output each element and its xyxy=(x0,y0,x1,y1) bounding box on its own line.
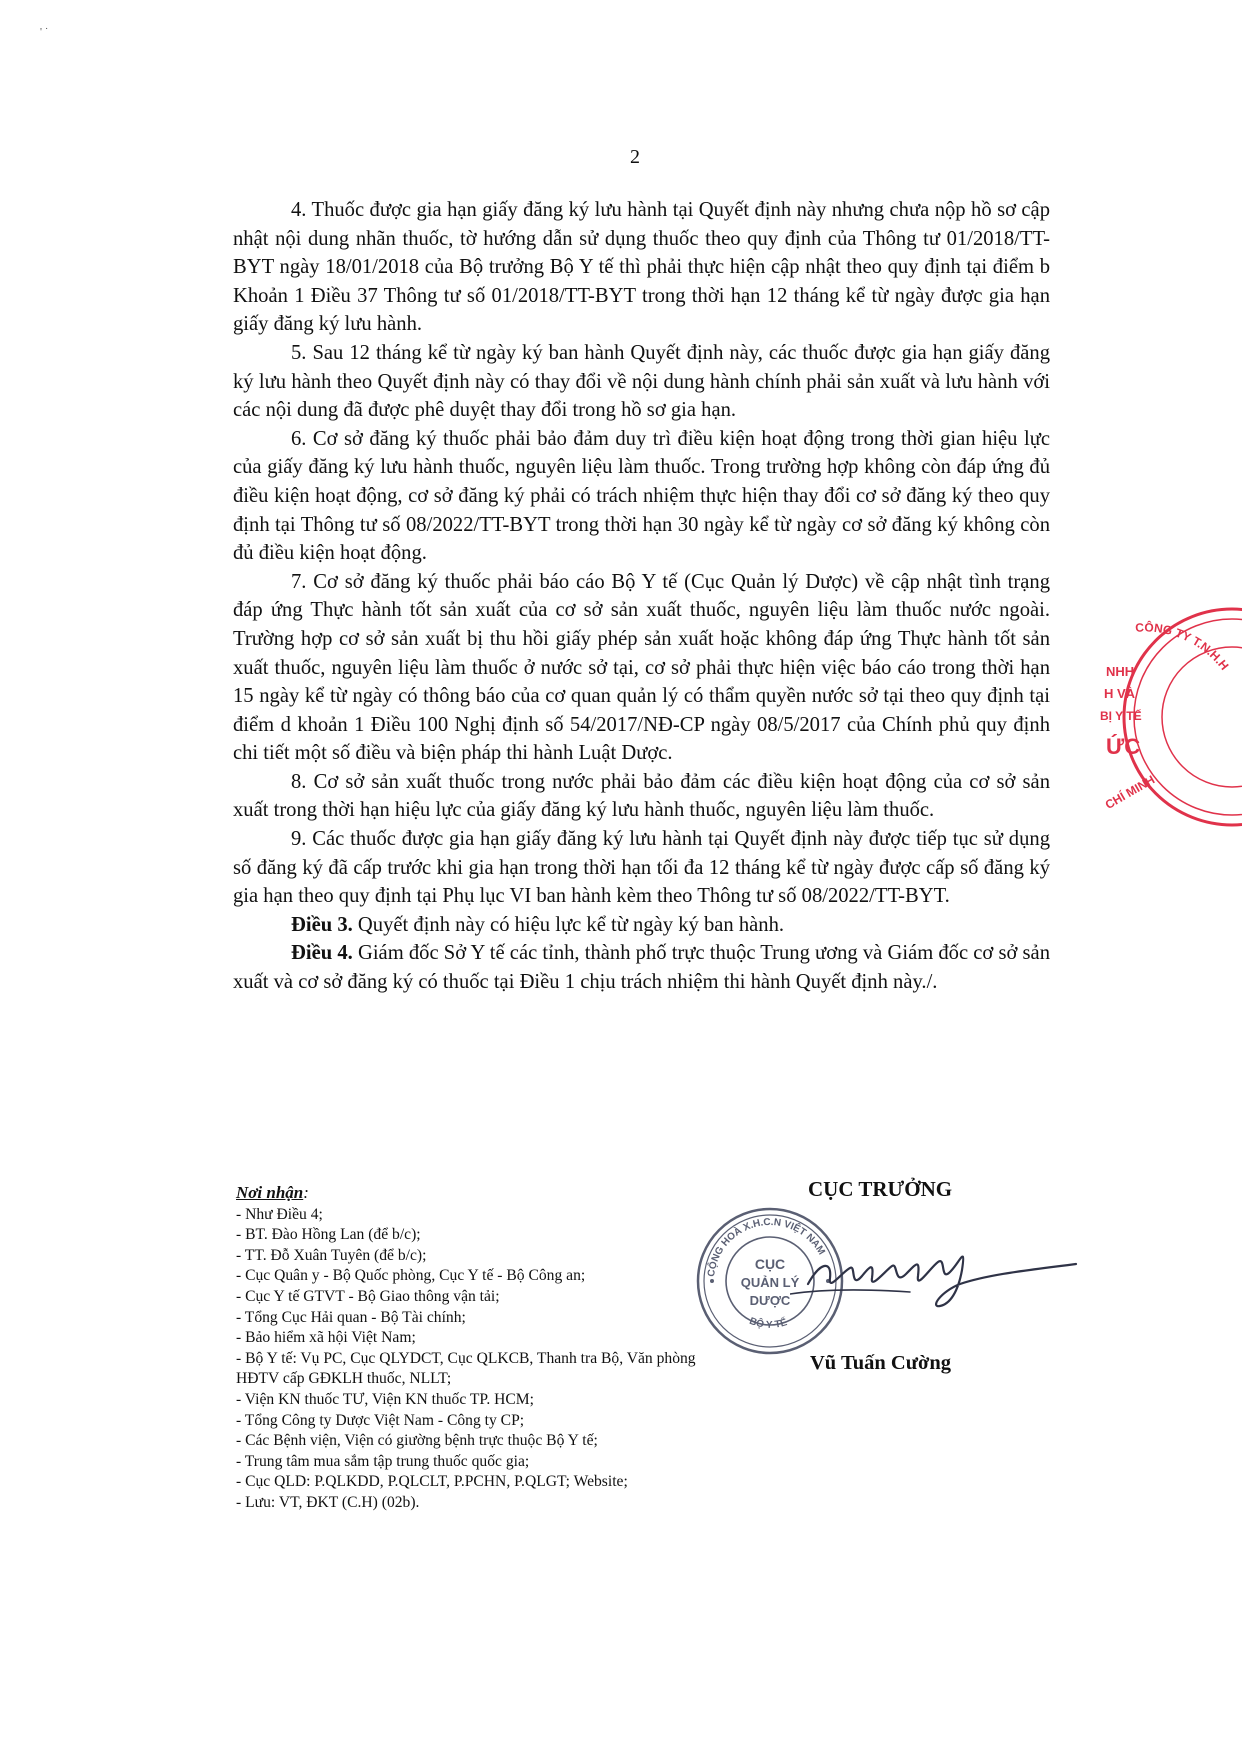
seal-center-line-1: CỤC xyxy=(754,1256,786,1272)
company-stamp xyxy=(1100,606,1242,828)
recipient-item: - BT. Đào Hồng Lan (để b/c); xyxy=(236,1226,421,1244)
document-body xyxy=(233,196,1050,997)
signer-name: Vũ Tuấn Cường xyxy=(810,1352,952,1374)
red-stamp-line-2: H VÀ xyxy=(1104,686,1136,701)
red-stamp-ring-path: CÔNG TY T.N.H.H xyxy=(1134,620,1232,673)
seal-center-line-3: DƯỢC xyxy=(749,1293,791,1308)
article-4-text: Giám đốc Sở Y tế các tỉnh, thành phố trực thuộc Trung ương và Giám đốc cơ sở sản xuất và cơ sở đăng ký có thuốc tại Điều 1 chịu trách nhiệm thi hành Quyết định này./. xyxy=(233,942,1050,994)
article-4 xyxy=(233,939,1050,996)
seal-bottom-path: BỘ Y TẾ xyxy=(747,1315,789,1331)
signer-title: CỤC TRƯỞNG xyxy=(808,1177,953,1201)
paragraph-item-6: 6. Cơ sở đăng ký thuốc phải bảo đảm duy trì điều kiện hoạt động trong thời gian hiệu lực của giấy đăng ký lưu hành thuốc, nguyên liệu làm thuốc. Trong trường hợp không còn đáp ứng đủ điều kiện hoạt động, cơ sở đăng ký phải có trách nhiệm thực hiện thay đổi cơ sở đăng ký theo quy định tại Thông tư số 08/2022/TT-BYT trong thời hạn 30 ngày kể từ ngày cơ sở đăng ký không còn đủ điều kiện hoạt động. xyxy=(233,427,1050,565)
red-stamp-line-5: CHÍ MINH xyxy=(1102,772,1158,812)
seal-center-line-2: QUẢN LÝ xyxy=(740,1275,800,1290)
paragraph-item-8: 8. Cơ sở sản xuất thuốc trong nước phải bảo đảm các điều kiện hoạt động của cơ sở sản xuất trong thời hạn hiệu lực của giấy đăng ký lưu hành thuốc, nguyên liệu làm thuốc. xyxy=(233,770,1050,822)
recipient-item: - Cục Quân y - Bộ Quốc phòng, Cục Y tế - Bộ Công an; xyxy=(236,1267,586,1285)
article-3-heading: Điều 3. xyxy=(291,913,353,936)
article-3-text: Quyết định này có hiệu lực kể từ ngày ký ban hành. xyxy=(352,913,785,936)
recipients-title: Nơi nhận xyxy=(236,1183,304,1202)
recipient-item: - Như Điều 4; xyxy=(236,1205,323,1223)
recipient-item: - Trung tâm mua sắm tập trung thuốc quốc gia; xyxy=(236,1452,530,1470)
red-stamp-line-1: NHH xyxy=(1106,664,1135,679)
recipients-block xyxy=(236,1183,716,1514)
paragraph-item-4: 4. Thuốc được gia hạn giấy đăng ký lưu hành tại Quyết định này nhưng chưa nộp hồ sơ cập nhật nội dung nhãn thuốc, tờ hướng dẫn sử dụng thuốc theo quy định của Thông tư 01/2018/TT-BYT ngày 18/01/2018 của Bộ trưởng Bộ Y tế thì phải thực hiện cập nhật theo quy định tại điểm b Khoản 1 Điều 37 Thông tư số 01/2018/TT-BYT trong thời hạn 12 tháng kể từ ngày được gia hạn giấy đăng ký lưu hành. xyxy=(233,199,1050,336)
paragraph-item-9: 9. Các thuốc được gia hạn giấy đăng ký lưu hành tại Quyết định này được tiếp tục sử dụng số đăng ký đã cấp trước khi gia hạn trong thời hạn tối đa 12 tháng kể từ ngày được cấp số đăng ký gia hạn theo quy định tại Phụ lục VI ban hành kèm theo Thông tư số 08/2022/TT-BYT. xyxy=(233,828,1050,908)
paragraph-item-7: 7. Cơ sở đăng ký thuốc phải báo cáo Bộ Y tế (Cục Quản lý Dược) về cập nhật tình trạng đáp ứng Thực hành tốt sản xuất của cơ sở sản xuất thuốc, nguyên liệu làm thuốc nước ngoài. Trường hợp cơ sở sản xuất bị thu hồi giấy phép sản xuất hoặc không đáp ứng Thực hành tốt sản xuất thuốc, nguyên liệu làm thuốc ở nước sở tại, cơ sở phải thực hiện việc báo cáo trong thời hạn 15 ngày kể từ ngày có thông báo của cơ quan quản lý có thẩm quyền nước sở tại theo quy định tại điểm d khoản 1 Điều 100 Nghị định số 54/2017/NĐ-CP ngày 08/5/2017 của Chính phủ quy định chi tiết một số điều và biện pháp thi hành Luật Dược. xyxy=(233,570,1050,765)
recipient-item: - Cục Y tế GTVT - Bộ Giao thông vận tải; xyxy=(236,1287,500,1305)
recipient-item: - Tổng Cục Hải quan - Bộ Tài chính; xyxy=(236,1308,466,1326)
seal-ring-path: CỘNG HOÀ X.H.C.N VIỆT NAM xyxy=(706,1216,827,1278)
recipient-item: - Bộ Y tế: Vụ PC, Cục QLYDCT, Cục QLKCB, Thanh tra Bộ, Văn phòng HĐTV cấp GĐKLH thuốc, NLLT; xyxy=(236,1349,696,1388)
recipient-item: - Viện KN thuốc TƯ, Viện KN thuốc TP. HCM; xyxy=(236,1390,534,1408)
recipient-item: - Tổng Công ty Dược Việt Nam - Công ty CP; xyxy=(236,1411,525,1429)
red-stamp-line-4: ỨC xyxy=(1106,734,1141,759)
red-stamp-line-3: BỊ Y TẾ xyxy=(1100,709,1142,723)
page-number: 2 xyxy=(630,146,640,168)
seal-bottom-text xyxy=(748,1315,789,1331)
article-3 xyxy=(233,911,1050,940)
recipient-item: - Bảo hiểm xã hội Việt Nam; xyxy=(236,1329,416,1347)
recipient-item: - Cục QLD: P.QLKDD, P.QLCLT, P.PCHN, P.QLGT; Website; xyxy=(236,1473,628,1491)
recipient-item: - TT. Đỗ Xuân Tuyên (để b/c); xyxy=(236,1246,427,1264)
recipient-item: - Các Bệnh viện, Viện có giường bệnh trực thuộc Bộ Y tế; xyxy=(236,1432,598,1450)
scan-marks: ' ˙ xyxy=(40,26,49,38)
recipients-heading xyxy=(236,1183,716,1205)
recipient-item: - Lưu: VT, ĐKT (C.H) (02b). xyxy=(236,1493,420,1511)
paragraph-item-5: 5. Sau 12 tháng kể từ ngày ký ban hành Quyết định này, các thuốc được gia hạn giấy đăng ký lưu hành theo Quyết định này có thay đổi về nội dung hành chính phải sản xuất và lưu hành với các nội dung đã được phê duyệt thay đổi trong hồ sơ gia hạn. xyxy=(233,341,1050,422)
handwritten-signature xyxy=(790,1232,1080,1312)
article-4-heading: Điều 4. xyxy=(291,942,353,965)
recipients-colon: : xyxy=(303,1183,309,1202)
